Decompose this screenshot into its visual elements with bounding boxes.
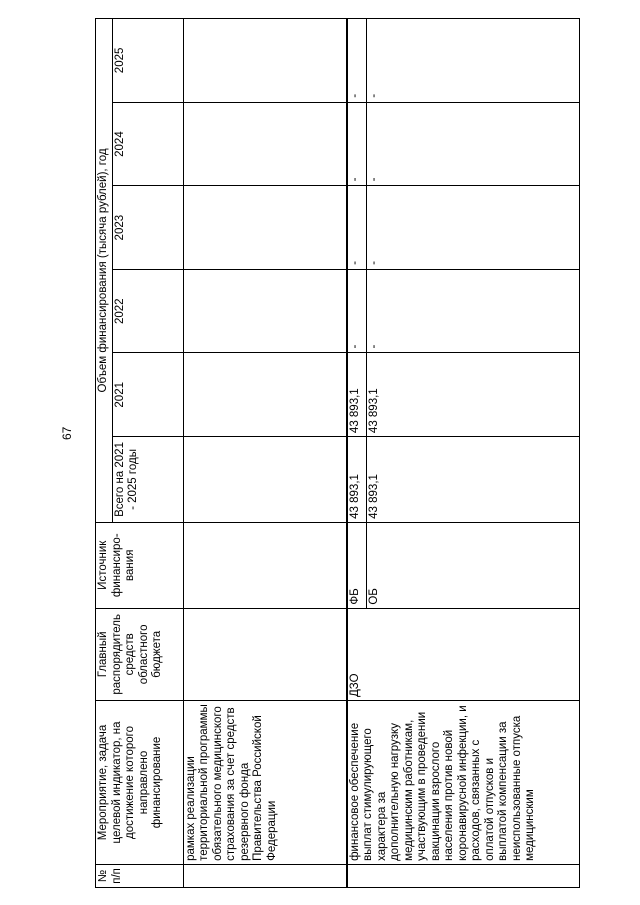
table-row (183, 19, 347, 888)
cell-2021: 43 893,1 (347, 353, 367, 437)
cell-2022: - (347, 269, 367, 353)
cell-2022: - (366, 269, 579, 353)
header-total: Всего на 2021 - 2025 годы (112, 437, 183, 523)
cell-2023: - (366, 186, 579, 270)
header-num: № п/п (96, 864, 184, 887)
header-2023: 2023 (112, 186, 183, 270)
cell-2024: - (347, 102, 367, 186)
cell-manager: ДЗО (347, 608, 580, 700)
cell-2021 (183, 353, 347, 437)
cell-2024 (183, 102, 347, 186)
cell-source: ОБ (366, 522, 579, 608)
cell-2023: - (347, 186, 367, 270)
header-2024: 2024 (112, 102, 183, 186)
header-2021: 2021 (112, 353, 183, 437)
cell-num (183, 864, 347, 887)
cell-total (183, 437, 347, 523)
table-row (347, 19, 367, 888)
header-manager: Главный распорядитель средств областного бюджета (96, 608, 184, 700)
cell-event: финансовое обеспечение выплат стимулирующего характера за дополнительную нагрузку медицинским работникам, участвующим в проведении вакцинации взрослого населения против новой коронавирусной инфекции, и расходов, связанных с оплатой отпусков и выплатой компенсации за неиспользованные отпуска медицинским (347, 701, 580, 865)
rotated-table-container (95, 18, 615, 888)
header-2025: 2025 (112, 19, 183, 103)
header-event: Мероприятие, задача целевой индикатор, на достижение которого направлено финансирование (96, 701, 184, 865)
cell-event: рамках реализации территориальной программы обязательного медицинского страхования за счет средств резервного фонда Правительства Российской Федерации (183, 701, 347, 865)
cell-total: 43 893,1 (347, 437, 367, 523)
cell-2021: 43 893,1 (366, 353, 579, 437)
cell-source (183, 522, 347, 608)
cell-2022 (183, 269, 347, 353)
cell-2024: - (366, 102, 579, 186)
cell-manager (183, 608, 347, 700)
cell-num (347, 864, 580, 887)
cell-2023 (183, 186, 347, 270)
header-volume: Объем финансирования (тысяча рублей), год (96, 19, 113, 523)
cell-2025 (183, 19, 347, 103)
cell-2025: - (366, 19, 579, 103)
cell-total: 43 893,1 (366, 437, 579, 523)
header-2022: 2022 (112, 269, 183, 353)
cell-source: ФБ (347, 522, 367, 608)
header-source: Источник финансиро- вания (96, 522, 184, 608)
cell-2025: - (347, 19, 367, 103)
page-number: 67 (60, 426, 74, 440)
financing-table (95, 18, 580, 888)
